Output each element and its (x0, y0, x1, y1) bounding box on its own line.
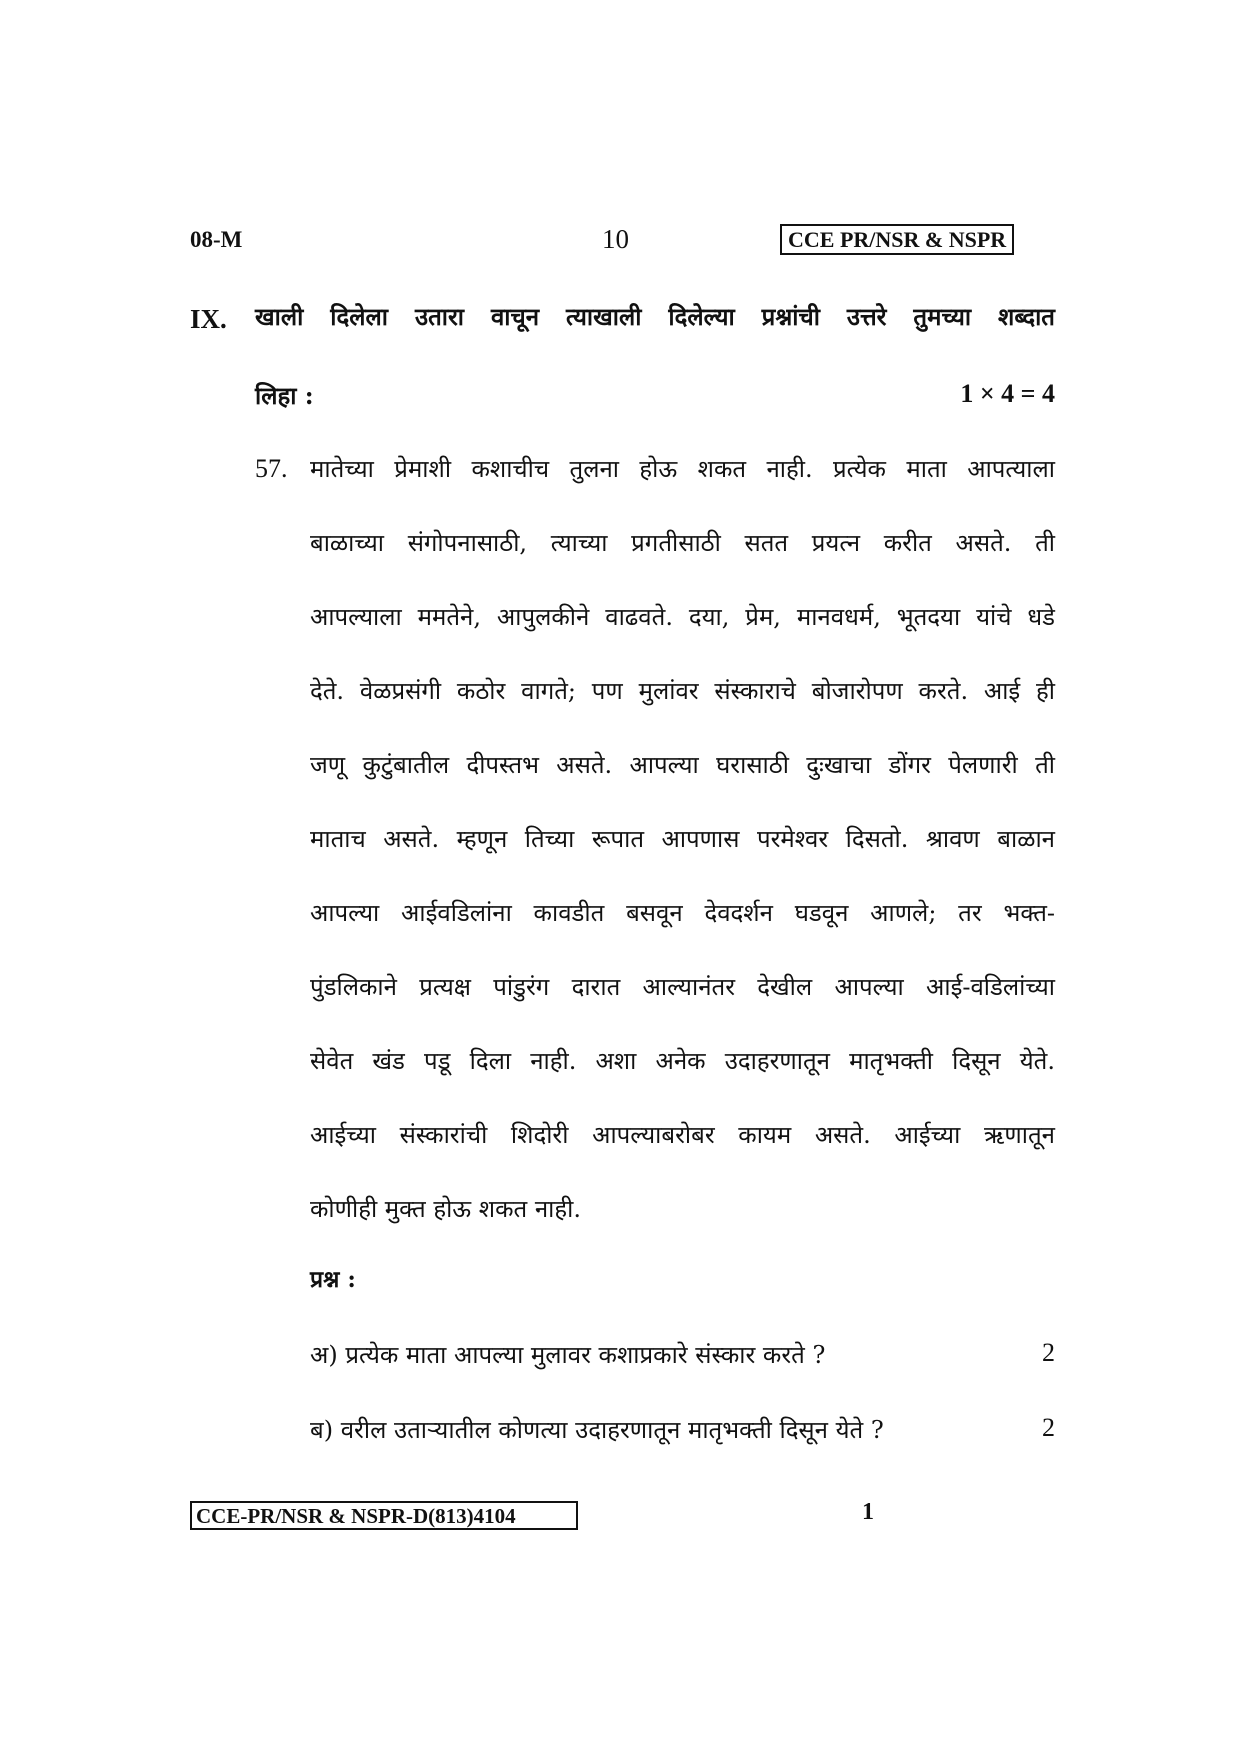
footer-sheet-number: 1 (862, 1499, 874, 1525)
passage-line: पुंडलिकाने प्रत्यक्ष पांडुरंग दारात आल्यानंतर देखील आपल्या आई-वडिलांच्या (310, 973, 1055, 1001)
paper-code: 08-M (190, 227, 243, 252)
questions-label: प्रश्न : (310, 1266, 356, 1293)
question-marks: 1 × 4 = 4 (960, 379, 1055, 408)
sub-question-a: अ) प्रत्येक माता आपल्या मुलावर कशाप्रकारे संस्कार करते ? (310, 1341, 826, 1369)
sub-question-a-marks: 2 (1042, 1338, 1055, 1367)
sub-question-b-marks: 2 (1042, 1413, 1055, 1442)
passage-line: देते. वेळप्रसंगी कठोर वागते; पण मुलांवर संस्काराचे बोजारोपण करते. आई ही (310, 677, 1055, 705)
exam-code-box: CCE PR/NSR & NSPR (780, 224, 1014, 255)
question-number: IX. (190, 304, 227, 334)
passage-number: 57. (255, 454, 288, 483)
passage-line: बाळाच्या संगोपनासाठी, त्याच्या प्रगतीसाठी सतत प्रयत्न करीत असते. ती (310, 529, 1055, 557)
footer-code-box: CCE-PR/NSR & NSPR-D(813)4104 (190, 1501, 578, 1530)
passage-line: जणू कुटुंबातील दीपस्तभ असते. आपल्या घरासाठी दुःखाचा डोंगर पेलणारी ती (310, 751, 1055, 779)
question-instruction-line-1: खाली दिलेला उतारा वाचून त्याखाली दिलेल्या प्रश्नांची उत्तरे तुमच्या शब्दात (255, 302, 1055, 331)
passage-line: आपल्या आईवडिलांना कावडीत बसवून देवदर्शन घडवून आणले; तर भक्त- (310, 899, 1055, 927)
page-number: 10 (602, 224, 629, 254)
passage-line: माताच असते. म्हणून तिच्या रूपात आपणास परमेश्वर दिसतो. श्रावण बाळान (310, 825, 1055, 853)
question-instruction-line-2: लिहा : (255, 381, 314, 410)
passage-line: आपल्याला ममतेने, आपुलकीने वाढवते. दया, प्रेम, मानवधर्म, भूतदया यांचे धडे (310, 603, 1055, 631)
passage-line: मातेच्या प्रेमाशी कशाचीच तुलना होऊ शकत नाही. प्रत्येक माता आपत्याला (310, 455, 1055, 483)
passage-line: आईच्या संस्कारांची शिदोरी आपल्याबरोबर कायम असते. आईच्या ऋणातून (310, 1121, 1055, 1149)
sub-question-b: ब) वरील उताऱ्यातील कोणत्या उदाहरणातून मातृभक्ती दिसून येते ? (310, 1416, 884, 1444)
passage-line: सेवेत खंड पडू दिला नाही. अशा अनेक उदाहरणातून मातृभक्ती दिसून येते. (310, 1047, 1055, 1075)
passage-line: कोणीही मुक्त होऊ शकत नाही. (310, 1195, 581, 1223)
